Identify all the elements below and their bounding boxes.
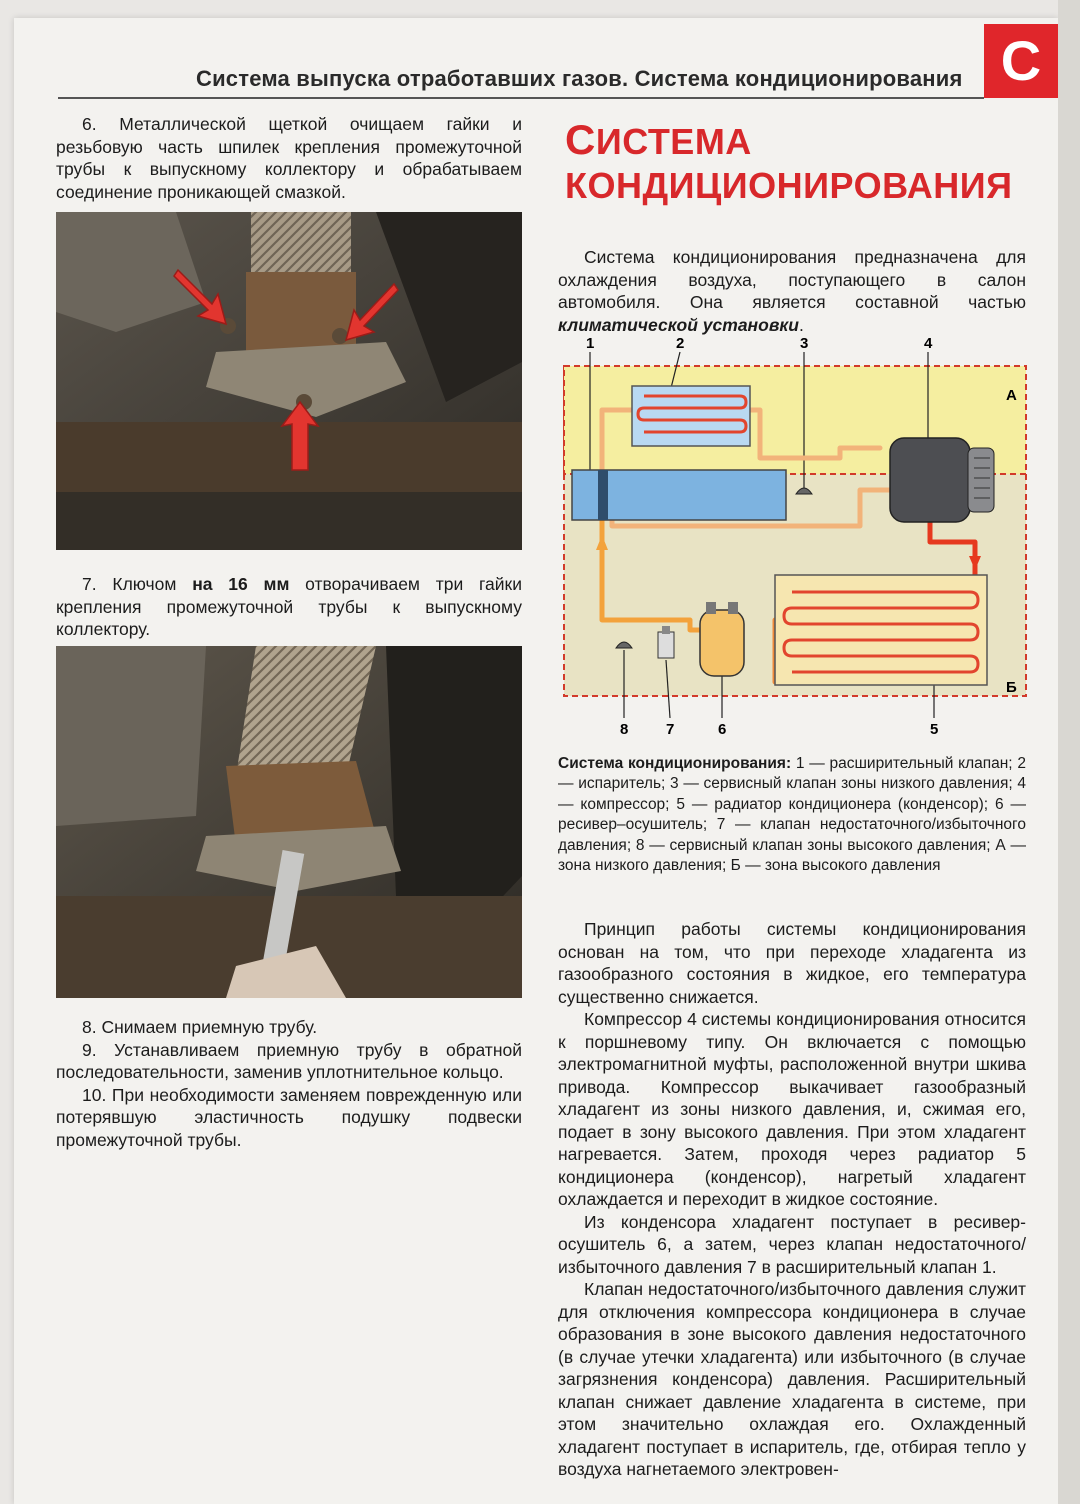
title-first-letter: С xyxy=(565,116,596,163)
paragraph-compressor: Компрессор 4 системы кондиционирования относится к поршневому типу. Он включается с помощью электромагнитной муфты, расположенной внутри шкива привода. Компрессор выкачивает газообразный хладагент из зоны низкого давления, и, сжимая его, подает в зону высокого давления. При этом хладагент нагревается. Затем, проходя через радиатор 5 кондиционера (конденсор), нагретый хладагент охлаждается и переходит в жидкое состояние. xyxy=(558,1009,1026,1209)
right-body-text xyxy=(558,918,1026,1481)
section-title xyxy=(565,118,1013,208)
step-7-text xyxy=(56,573,522,641)
label-3: 3 xyxy=(800,335,809,352)
receiver-drier xyxy=(700,610,744,676)
step-7-suffix: отворачиваем три гайки крепления промежуточной трубы к выпускному коллектору. xyxy=(56,574,522,639)
ac-system-diagram xyxy=(560,330,1028,742)
step-10: 10. При необходимости заменяем поврежденную или потерявшую эластичность подушку подвески промежуточной трубы. xyxy=(56,1084,522,1150)
zone-b-label: Б xyxy=(1006,679,1017,696)
label-8: 8 xyxy=(620,721,629,738)
section-tab: C xyxy=(984,24,1058,98)
step-6: 6. Металлической щеткой очищаем гайки и резьбовую часть шпилек крепления промежуточной трубы к выпускному коллектору и обрабатываем соединение проникающей смазкой. xyxy=(56,114,522,202)
paragraph-condenser-flow: Из конденсора хладагент поступает в ресивер-осушитель 6, а затем, через клапан недостаточного/избыточного давления 7 в расширительный клапан 1. xyxy=(558,1211,1026,1277)
intro-emphasis: климатической установки xyxy=(558,314,799,335)
title-line-2: КОНДИЦИОНИРОВАНИЯ xyxy=(565,165,1013,206)
step-7-prefix: 7. Ключом xyxy=(82,574,193,594)
paragraph-pressure-valve: Клапан недостаточного/избыточного давления служит для отключения компрессора кондиционера в случае образования в зоне высокого давления недостаточного (в случае утечки хладагента) или избыточного (в случае загрязнения конденсора) давления. Расширительный клапан снижает давление хладагента в системе, при этом значительно охлаждая его. Охлажденный хладагент поступает в испаритель, где, отбирая тепло у воздуха нагнетаемого электровен- xyxy=(558,1279,1026,1479)
photo-exhaust-flange-nuts xyxy=(56,212,522,550)
page-header-title: Система выпуска отработавших газов. Система кондиционирования xyxy=(196,66,963,91)
paragraph-principle: Принцип работы системы кондиционирования основан на том, что при переходе хладагента из газообразного состояния в жидкое, его температура существенно снижается. xyxy=(558,919,1026,1007)
photo-wrench-on-flange xyxy=(56,646,522,998)
intro-main: Система кондиционирования предназначена для охлаждения воздуха, поступающего в салон автомобиля. Она является составной частью xyxy=(558,247,1026,312)
intro-end: . xyxy=(798,314,804,335)
diagram-caption xyxy=(558,754,1026,876)
caption-body: 1 — расширительный клапан; 2 — испаритель; 3 — сервисный клапан зоны низкого давления; 4 — компрессор; 5 — радиатор кондиционера (конденсор); 6 — ресивер–осушитель; 7 — клапан недостаточного/избыточного давления; 8 — сервисный клапан зоны высокого давления; А — зона низкого давления; Б — зона высокого давления xyxy=(558,755,1026,875)
label-1: 1 xyxy=(586,335,595,352)
page-edge xyxy=(1058,0,1080,1504)
steps-8-10-text xyxy=(56,1016,522,1151)
step-9: 9. Устанавливаем приемную трубу в обратной последовательности, заменив уплотнительное кольцо. xyxy=(56,1039,522,1082)
header-divider xyxy=(58,97,984,99)
expansion-valve xyxy=(598,470,608,520)
title-line-1: ИСТЕМА xyxy=(595,121,752,162)
pressure-switch xyxy=(658,632,674,658)
caption-title: Система кондиционирования: xyxy=(558,755,792,772)
step-6-text xyxy=(56,113,522,203)
step-8: 8. Снимаем приемную трубу. xyxy=(82,1017,318,1037)
intro-text xyxy=(558,246,1026,336)
zone-a-label: А xyxy=(1006,387,1017,404)
label-2: 2 xyxy=(676,335,685,352)
label-4: 4 xyxy=(924,335,933,352)
compressor xyxy=(890,438,970,522)
label-5: 5 xyxy=(930,721,939,738)
label-6: 6 xyxy=(718,721,727,738)
step-7-wrench-size: на 16 мм xyxy=(192,574,290,594)
label-7: 7 xyxy=(666,721,675,738)
